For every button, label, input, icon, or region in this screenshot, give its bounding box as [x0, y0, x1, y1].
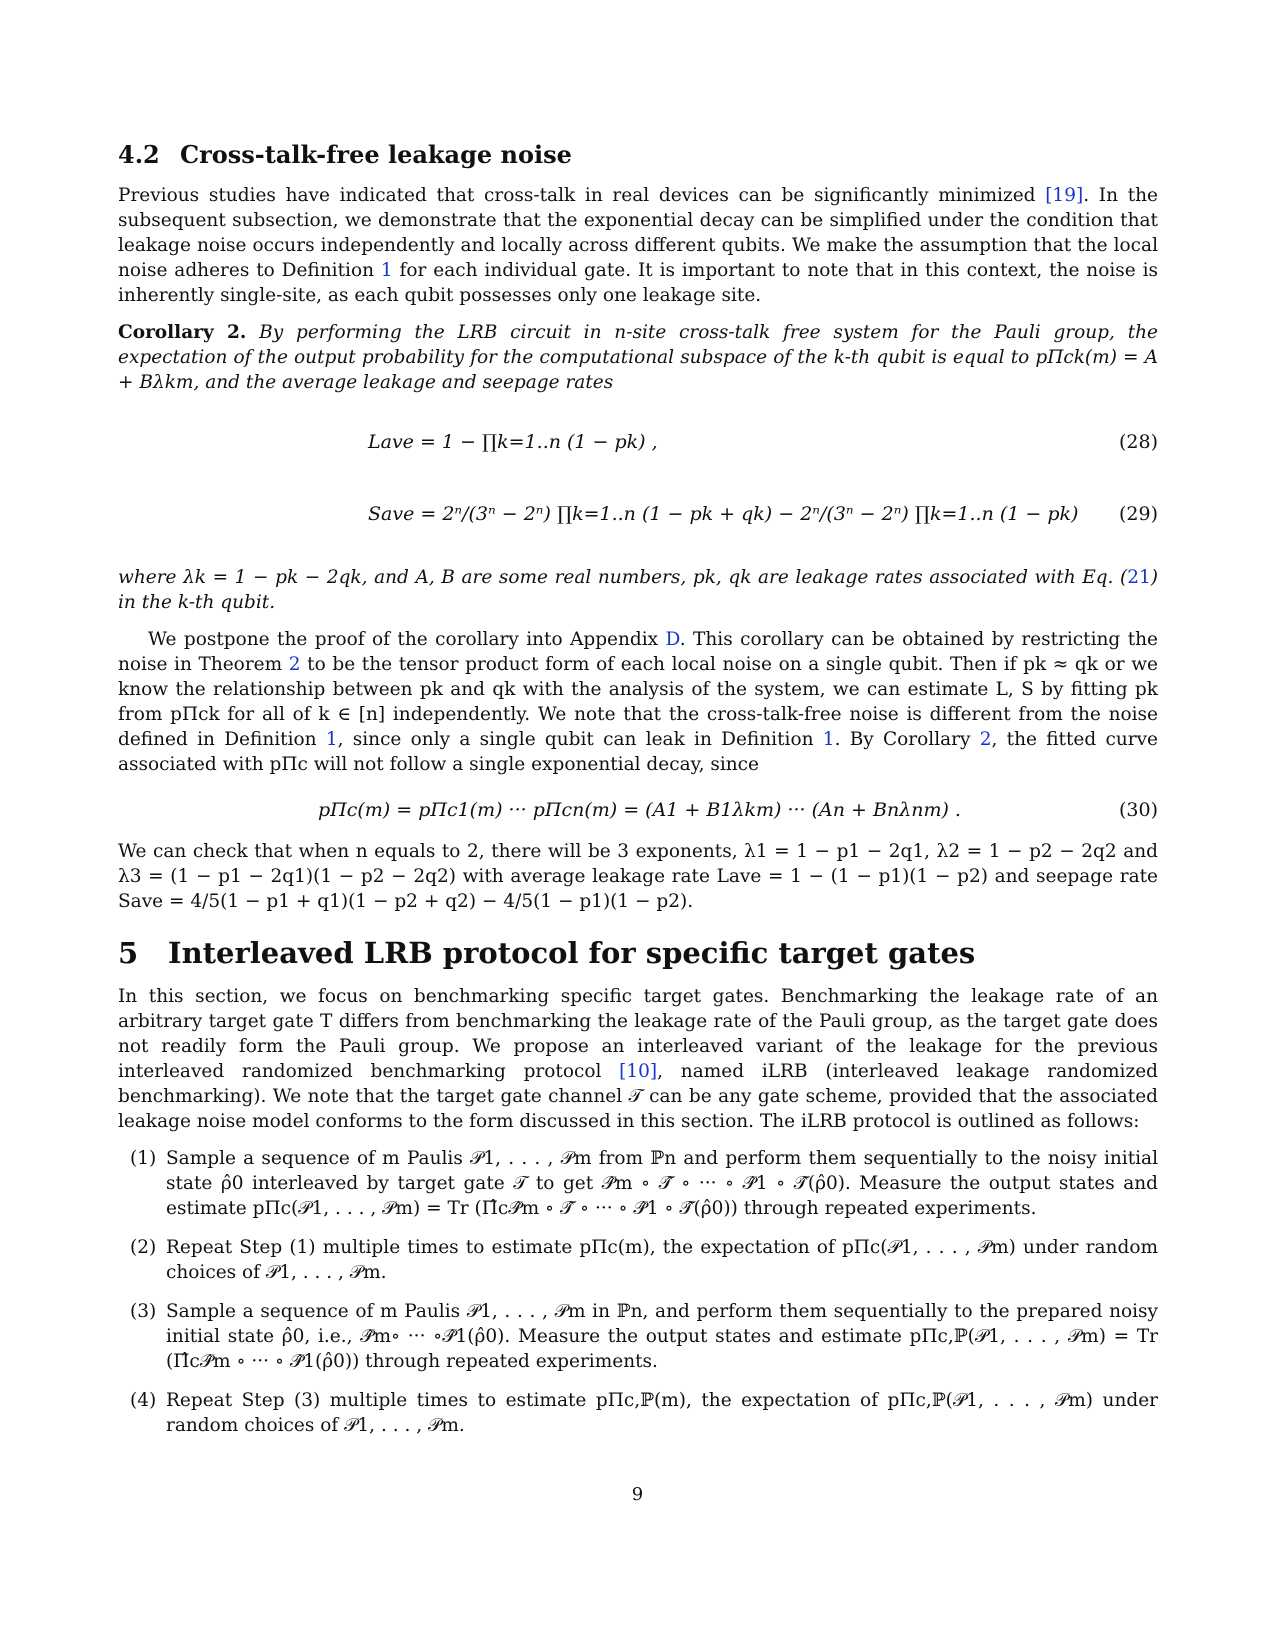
- corollary-label: Corollary 2.: [118, 322, 247, 343]
- section-heading-4-2: [118, 140, 1158, 169]
- step-label: (4): [130, 1390, 157, 1411]
- text-run: to be the tensor product form of each local noise on a single qubit. Then if pk ≈ qk or we know the relationship between pk and qk with the analysis of the system, we can estimate L, S by fitting pk from pΠck for all of k ∈ [n] independently. We note that the cross-talk-free noise is different from the noise defined in Definition: [118, 654, 1158, 750]
- page-number: 9: [631, 1484, 644, 1505]
- equation-tag: (29): [1118, 503, 1158, 525]
- citation-link-19[interactable]: [19]: [1045, 185, 1084, 206]
- paragraph-intro-4-2: [118, 183, 1158, 308]
- text-run: where λk = 1 − pk − 2qk, and A, B are some real numbers, pk, qk are leakage rates associated with Eq. (: [118, 567, 1128, 588]
- text-run: In this section, we focus on benchmarking specific target gates. Benchmarking the leakage rate of an arbitrary target gate T differs from benchmarking the leakage rate of the Pauli group, as the target gate does not readily form the Pauli group. We propose an interleaved variant of the leakage for the previous interleaved randomized benchmarking protocol: [118, 986, 1158, 1082]
- paragraph-check: We can check that when n equals to 2, there will be 3 exponents, λ1 = 1 − p1 − 2q1, λ2 = 1 − p2 − 2q2 and λ3 = (1 − p1 − 2q1)(1 − p2 − 2q2) with average leakage rate Lave = 1 − (1 − p1)(1 − p2) and seepage rate Save = 4/5(1 − p1 + q1)(1 − p2 + q2) − 4/5(1 − p1)(1 − p2).: [118, 841, 1158, 912]
- equation-tag: (28): [1118, 431, 1158, 453]
- equation-body: Lave = 1 − ∏k=1..n (1 − pk) ,: [368, 431, 658, 453]
- text-run: . This corollary can be obtained by restricting the noise in Theorem: [118, 629, 1158, 675]
- text-run: , the fitted curve associated with pΠc will not follow a single exponential decay, since: [118, 729, 1158, 775]
- step-text: Repeat Step (3) multiple times to estimate pΠc,ℙ(m), the expectation of pΠc,ℙ(𝒫1, . . . , 𝒫m) under random choices of 𝒫1, . . . , 𝒫m.: [166, 1390, 1158, 1436]
- definition-link-1a[interactable]: 1: [325, 729, 338, 750]
- text-run: We postpone the proof of the corollary into Appendix: [148, 629, 666, 650]
- corollary-where-clause: [118, 565, 1158, 615]
- theorem-link-2[interactable]: 2: [288, 654, 301, 675]
- step-label: (2): [130, 1237, 157, 1258]
- text-run: . In the subsequent subsection, we demonstrate that the exponential decay can be simplified under the condition that leakage noise occurs independently and locally across different qubits. We make the assumption that the local noise adheres to Definition: [118, 185, 1158, 281]
- step-text: Repeat Step (1) multiple times to estimate pΠc(m), the expectation of pΠc(𝒫1, . . . , 𝒫m) under random choices of 𝒫1, . . . , 𝒫m.: [166, 1237, 1158, 1283]
- text-run: . By Corollary: [834, 729, 980, 750]
- definition-link-1b[interactable]: 1: [822, 729, 835, 750]
- equation-28: [118, 407, 1158, 479]
- protocol-step-2: [118, 1235, 1158, 1285]
- step-text: Sample a sequence of m Paulis 𝒫1, . . . , 𝒫m in ℙn, and perform them sequentially to the prepared noisy initial state ρ̂0, i.e., 𝒫̂m∘ ··· ∘𝒫̂1(ρ̂0). Measure the output states and estimate pΠc,ℙ(𝒫1, . . . , 𝒫m) = Tr (Π̂c𝒫̂m ∘ ··· ∘ 𝒫̂1(ρ̂0)) through repeated experiments.: [166, 1301, 1158, 1372]
- equation-body: Save = 2ⁿ/(3ⁿ − 2ⁿ) ∏k=1..n (1 − pk + qk) − 2ⁿ/(3ⁿ − 2ⁿ) ∏k=1..n (1 − pk): [368, 503, 1079, 525]
- text-run: for each individual gate. It is important to note that in this context, the noise is inherently single-site, as each qubit possesses only one leakage site.: [118, 260, 1158, 306]
- paragraph-intro-5: [118, 984, 1158, 1134]
- text-run: ) in the k-th qubit.: [118, 567, 1158, 613]
- protocol-step-1: [118, 1146, 1158, 1221]
- section-number: 4.2: [118, 140, 160, 169]
- paragraph-proof: [118, 627, 1158, 777]
- protocol-step-3: [118, 1299, 1158, 1374]
- text-run: , named iLRB (interleaved leakage randomized benchmarking). We note that the target gate channel 𝒯 can be any gate scheme, provided that the associated leakage noise model conforms to the form discussed in this section. The iLRB protocol is outlined as follows:: [118, 1061, 1159, 1132]
- appendix-link-d[interactable]: D: [665, 629, 680, 650]
- section-title: Cross-talk-free leakage noise: [180, 140, 572, 169]
- citation-link-10[interactable]: [10]: [619, 1061, 658, 1082]
- text-run: , since only a single qubit can leak in Definition: [337, 729, 823, 750]
- protocol-step-4: [118, 1388, 1158, 1438]
- text-run: Previous studies have indicated that cross-talk in real devices can be significantly minimized: [118, 185, 1046, 206]
- equation-tag: (30): [1118, 799, 1158, 821]
- section-title: Interleaved LRB protocol for specific target gates: [168, 936, 976, 970]
- equation-link-21[interactable]: 21: [1127, 567, 1151, 588]
- equation-30: [118, 789, 1158, 839]
- corollary-link-2[interactable]: 2: [979, 729, 992, 750]
- step-label: (3): [130, 1301, 157, 1322]
- equation-body: pΠc(m) = pΠc1(m) ··· pΠcn(m) = (A1 + B1λkm) ··· (An + Bnλnm) .: [318, 799, 961, 821]
- section-number: 5: [118, 936, 139, 970]
- protocol-steps: [118, 1146, 1158, 1438]
- section-heading-5: [118, 936, 1158, 970]
- corollary-text: By performing the LRB circuit in n-site cross-talk free system for the Pauli group, the expectation of the output probability for the computational subspace of the k-th qubit is equal to pΠck(m) = A + Bλkm, and the average leakage and seepage rates: [118, 322, 1158, 393]
- step-text: Sample a sequence of m Paulis 𝒫1, . . . , 𝒫m from ℙn and perform them sequentially to the noisy initial state ρ̂0 interleaved by target gate 𝒯 to get 𝒫̂m ∘ 𝒯̂ ∘ ··· ∘ 𝒫̂1 ∘ 𝒯̂(ρ̂0). Measure the output states and estimate pΠc(𝒫1, . . . , 𝒫m) = Tr (Π̂c𝒫̂m ∘ 𝒯̂ ∘ ··· ∘ 𝒫̂1 ∘ 𝒯̂(ρ̂0)) through repeated experiments.: [166, 1148, 1158, 1219]
- equation-29: [118, 479, 1158, 551]
- step-label: (1): [130, 1148, 157, 1169]
- definition-link-1[interactable]: 1: [380, 260, 393, 281]
- page-content: [118, 140, 1158, 1452]
- corollary-statement: [118, 320, 1158, 395]
